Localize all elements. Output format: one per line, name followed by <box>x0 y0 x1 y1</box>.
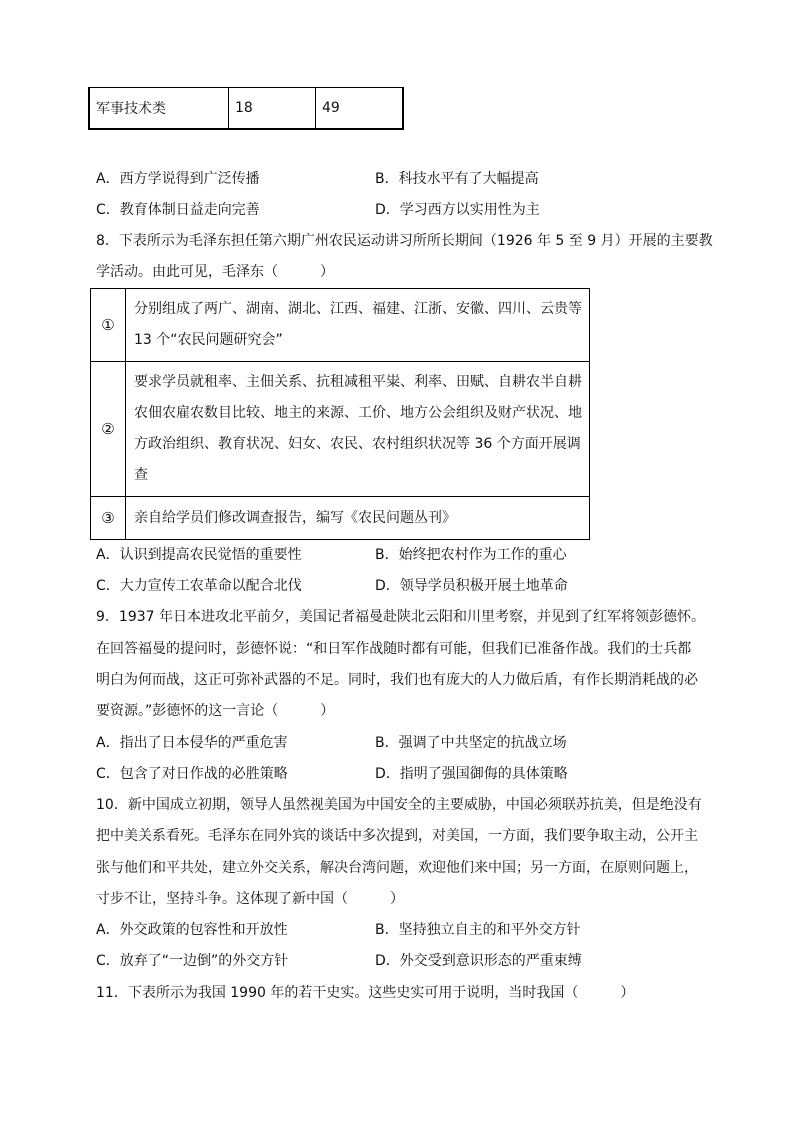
q9-stem-line: 在回答福曼的提问时，彭德怀说：“和日军作战随时都有可能，但我们已准备作战。我们的士兵都 <box>96 641 692 657</box>
table-cell <box>126 289 590 362</box>
q8-table <box>90 288 590 540</box>
q10-stem-line: 10．新中国成立初期，领导人虽然视美国为中国安全的主要威胁，中国必须联苏抗美，但是绝没有 <box>96 797 702 813</box>
q7-option-d: D．学习西方以实用性为主 <box>375 202 540 218</box>
cell-line: 方政治组织、教育状况、妇女、农民、农村组织状况等 36 个方面开展调 <box>134 436 581 452</box>
q10-option-c: C．放弃了“一边倒”的外交方针 <box>96 953 289 969</box>
q9-option-a: A．指出了日本侵华的严重危害 <box>96 735 288 751</box>
q8-option-a: A．认识到提高农民觉悟的重要性 <box>96 547 302 563</box>
table-cell <box>126 497 590 540</box>
q9-option-b: B．强调了中共坚定的抗战立场 <box>375 735 567 751</box>
cell-line: 农佃农雇农数目比较、地主的来源、工价、地方公会组织及财产状况、地 <box>134 405 582 421</box>
row-number: ③ <box>91 497 126 540</box>
q7-table <box>88 87 404 130</box>
q8-stem-line: 学活动。由此可见，毛泽东（ ） <box>96 264 334 280</box>
table-cell: 军事技术类 <box>89 88 229 130</box>
q11-stem-line: 11．下表所示为我国 1990 年的若干史实。这些史实可用于说明，当时我国（ ） <box>96 985 635 1001</box>
q9-stem-line: 要资源。”彭德怀的这一言论（ ） <box>96 703 335 719</box>
table-row <box>91 362 590 497</box>
q7-option-c: C．教育体制日益走向完善 <box>96 202 260 218</box>
table-row <box>91 289 590 362</box>
table-cell <box>126 362 590 497</box>
q9-option-c: C．包含了对日作战的必胜策略 <box>96 766 288 782</box>
q9-stem-line: 明白为何而战，这正可弥补武器的不足。同时，我们也有庞大的人力做后盾，有作长期消耗战的必 <box>96 672 698 688</box>
q10-stem-line: 把中美关系看死。毛泽东在同外宾的谈话中多次提到，对美国，一方面，我们要争取主动，公开主 <box>96 828 698 844</box>
q10-option-d: D．外交受到意识形态的严重束缚 <box>375 953 582 969</box>
q7-option-a: A．西方学说得到广泛传播 <box>96 171 260 187</box>
q9-stem-line: 9．1937 年日本进攻北平前夕，美国记者福曼赴陕北云阳和川里考察，并见到了红军将领彭德怀。 <box>96 609 705 625</box>
cell-line: 分别组成了两广、湖南、湖北、江西、福建、江浙、安徽、四川、云贵等 <box>134 301 582 317</box>
table-row <box>91 497 590 540</box>
cell-line: 亲自给学员们修改调查报告，编写《农民问题丛刊》 <box>134 509 456 526</box>
q10-stem-line: 张与他们和平共处，建立外交关系，解决台湾问题，欢迎他们来中国；另一方面，在原则问题上， <box>96 860 698 876</box>
q8-option-d: D．领导学员积极开展土地革命 <box>375 578 568 594</box>
row-number: ② <box>91 362 126 497</box>
cell-line: 查 <box>134 467 148 483</box>
q9-option-d: D．指明了强国御侮的具体策略 <box>375 766 568 782</box>
q10-option-a: A．外交政策的包容性和开放性 <box>96 922 288 938</box>
table-row <box>89 88 403 130</box>
table-cell: 18 <box>229 88 316 130</box>
table-cell: 49 <box>316 88 404 130</box>
q8-stem-line: 8．下表所示为毛泽东担任第六期广州农民运动讲习所所长期间（1926 年 5 至 9 月）开展的主要教 <box>96 233 713 249</box>
q7-option-b: B．科技水平有了大幅提高 <box>375 171 539 187</box>
q8-option-b: B．始终把农村作为工作的重心 <box>375 547 567 563</box>
row-number: ① <box>91 289 126 362</box>
q8-option-c: C．大力宣传工农革命以配合北伐 <box>96 578 302 594</box>
cell-line: 13 个“农民问题研究会” <box>134 332 283 348</box>
q10-option-b: B．坚持独立自主的和平外交方针 <box>375 922 581 938</box>
cell-line: 要求学员就租率、主佃关系、抗租减租平粜、利率、田赋、自耕农半自耕 <box>134 374 582 390</box>
q10-stem-line: 寸步不让，坚持斗争。这体现了新中国（ ） <box>96 891 404 907</box>
